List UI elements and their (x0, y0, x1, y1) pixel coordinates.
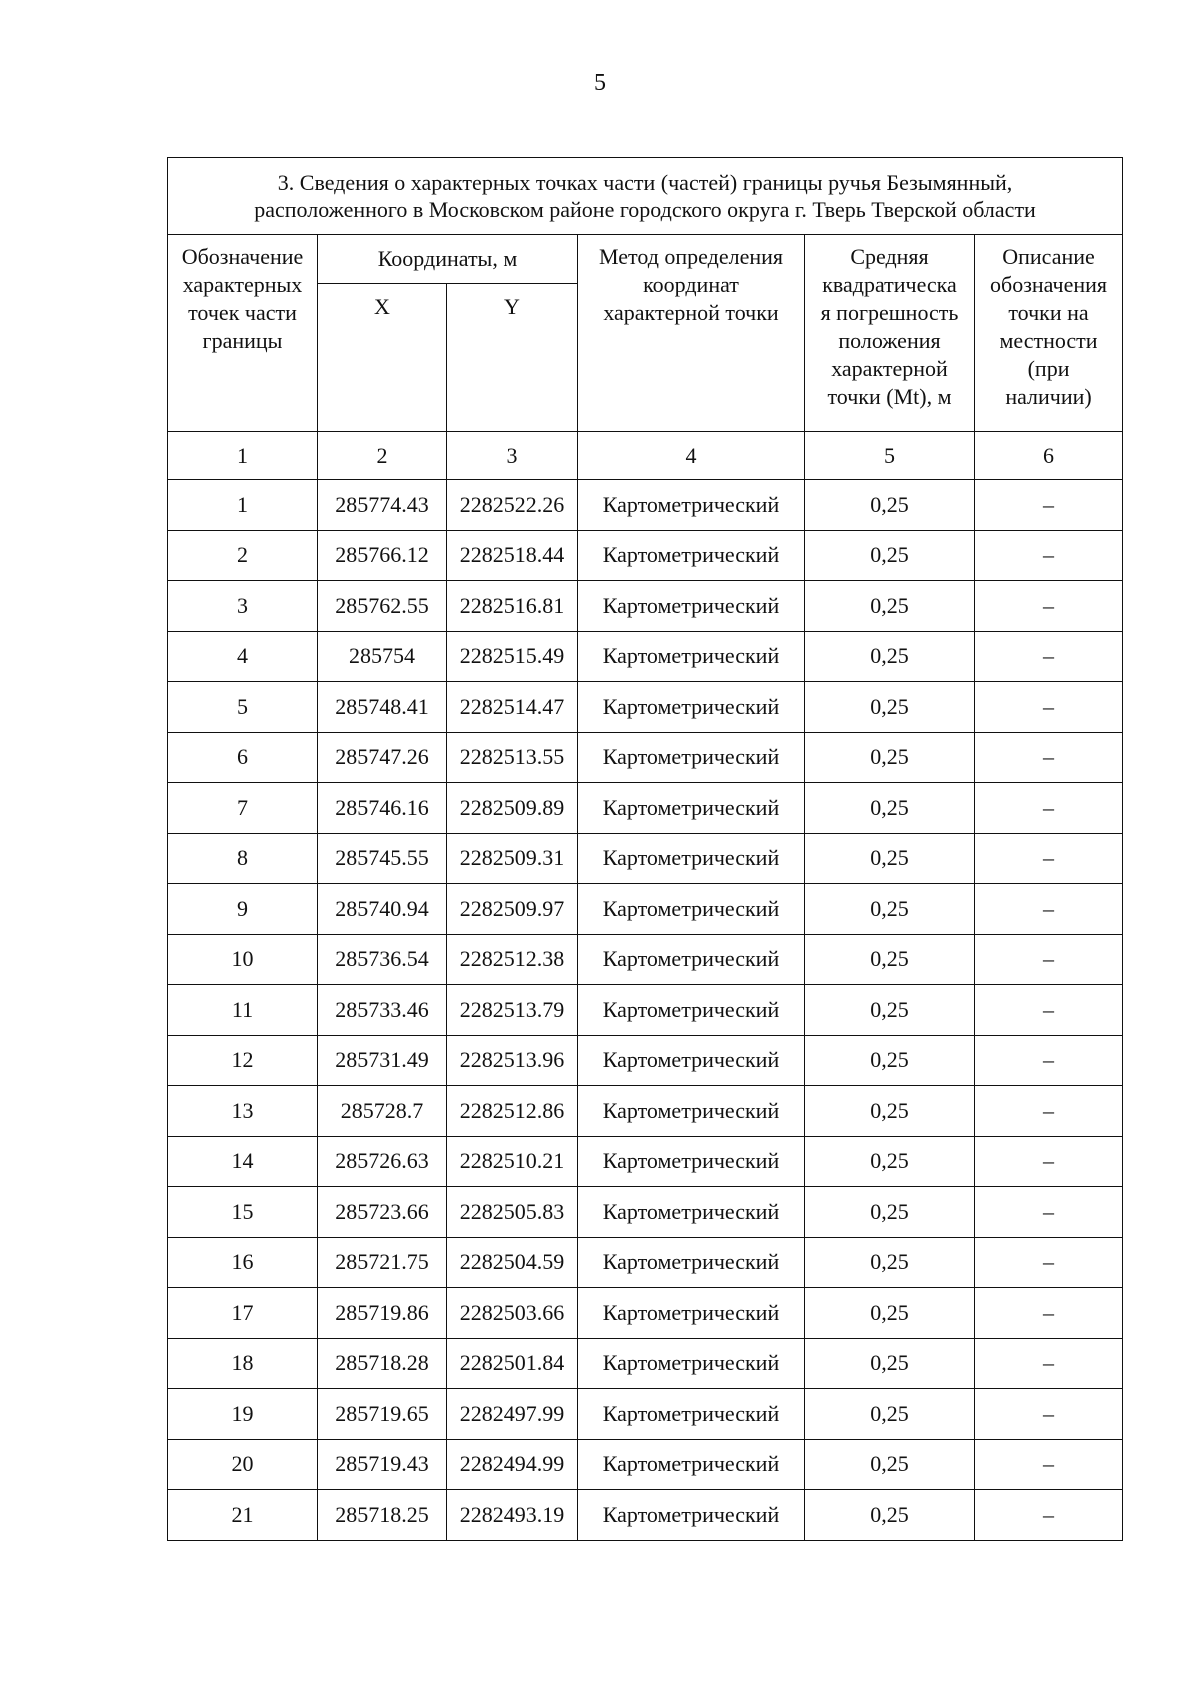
table-row (168, 833, 1123, 884)
column-number: 5 (805, 432, 975, 480)
column-number: 4 (578, 432, 805, 480)
x-coordinate-cell: 285731.49 (318, 1035, 447, 1086)
x-coordinate-cell: 285740.94 (318, 884, 447, 935)
column-number-row (168, 432, 1123, 480)
y-coordinate-cell: 2282509.89 (447, 783, 578, 834)
header-designation (168, 235, 318, 432)
error-cell: 0,25 (805, 1439, 975, 1490)
table-row (168, 1389, 1123, 1440)
y-coordinate-cell: 2282513.55 (447, 732, 578, 783)
table-body (168, 480, 1123, 1541)
header-designation-line: точек части (188, 300, 297, 325)
error-cell: 0,25 (805, 1136, 975, 1187)
error-cell: 0,25 (805, 1187, 975, 1238)
point-number-cell: 18 (168, 1338, 318, 1389)
description-cell: – (975, 530, 1123, 581)
y-coordinate-cell: 2282493.19 (447, 1490, 578, 1541)
table-row (168, 884, 1123, 935)
error-cell: 0,25 (805, 884, 975, 935)
table-row (168, 682, 1123, 733)
y-coordinate-cell: 2282514.47 (447, 682, 578, 733)
x-coordinate-cell: 285726.63 (318, 1136, 447, 1187)
method-cell: Картометрический (578, 1338, 805, 1389)
x-coordinate-cell: 285762.55 (318, 581, 447, 632)
x-coordinate-cell: 285774.43 (318, 480, 447, 531)
header-coordinates: Координаты, м (318, 235, 578, 284)
description-cell: – (975, 1086, 1123, 1137)
error-cell: 0,25 (805, 581, 975, 632)
header-description-line: (при (1027, 356, 1070, 381)
point-number-cell: 2 (168, 530, 318, 581)
description-cell: – (975, 1187, 1123, 1238)
header-error-line: квадратическа (822, 272, 957, 297)
header-row-main (168, 235, 1123, 284)
method-cell: Картометрический (578, 985, 805, 1036)
x-coordinate-cell: 285728.7 (318, 1086, 447, 1137)
y-coordinate-cell: 2282516.81 (447, 581, 578, 632)
table-title-line-1: 3. Сведения о характерных точках части (частей) границы ручья Безымянный, (277, 170, 1013, 195)
method-cell: Картометрический (578, 581, 805, 632)
y-coordinate-cell: 2282512.86 (447, 1086, 578, 1137)
x-coordinate-cell: 285718.28 (318, 1338, 447, 1389)
method-cell: Картометрический (578, 884, 805, 935)
header-designation-line: Обозначение (181, 244, 304, 269)
error-cell: 0,25 (805, 833, 975, 884)
y-coordinate-cell: 2282518.44 (447, 530, 578, 581)
header-designation-line: характерных (182, 272, 303, 297)
y-coordinate-cell: 2282513.79 (447, 985, 578, 1036)
error-cell: 0,25 (805, 1237, 975, 1288)
description-cell: – (975, 1389, 1123, 1440)
description-cell: – (975, 833, 1123, 884)
header-designation-line: границы (202, 328, 283, 353)
table-row (168, 1288, 1123, 1339)
description-cell: – (975, 1035, 1123, 1086)
table-row (168, 1490, 1123, 1541)
x-coordinate-cell: 285723.66 (318, 1187, 447, 1238)
header-method (578, 235, 805, 432)
description-cell: – (975, 732, 1123, 783)
header-x: X (318, 284, 447, 432)
header-y: Y (447, 284, 578, 432)
page-number: 5 (594, 70, 606, 96)
error-cell: 0,25 (805, 1086, 975, 1137)
column-number: 6 (975, 432, 1123, 480)
point-number-cell: 11 (168, 985, 318, 1036)
description-cell: – (975, 1490, 1123, 1541)
method-cell: Картометрический (578, 1086, 805, 1137)
description-cell: – (975, 985, 1123, 1036)
x-coordinate-cell: 285748.41 (318, 682, 447, 733)
description-cell: – (975, 1338, 1123, 1389)
table-row (168, 581, 1123, 632)
description-cell: – (975, 581, 1123, 632)
point-number-cell: 13 (168, 1086, 318, 1137)
column-number: 2 (318, 432, 447, 480)
header-error-line: Средняя (850, 244, 929, 269)
header-method-line: координат (643, 272, 739, 297)
error-cell: 0,25 (805, 1035, 975, 1086)
error-cell: 0,25 (805, 530, 975, 581)
x-coordinate-cell: 285719.86 (318, 1288, 447, 1339)
point-number-cell: 1 (168, 480, 318, 531)
error-cell: 0,25 (805, 1288, 975, 1339)
header-error-line: характерной (831, 356, 948, 381)
x-coordinate-cell: 285745.55 (318, 833, 447, 884)
point-number-cell: 14 (168, 1136, 318, 1187)
y-coordinate-cell: 2282522.26 (447, 480, 578, 531)
point-number-cell: 7 (168, 783, 318, 834)
header-description-line: наличии) (1005, 384, 1092, 409)
column-number: 1 (168, 432, 318, 480)
header-error (805, 235, 975, 432)
x-coordinate-cell: 285719.65 (318, 1389, 447, 1440)
error-cell: 0,25 (805, 1490, 975, 1541)
table-row (168, 934, 1123, 985)
y-coordinate-cell: 2282503.66 (447, 1288, 578, 1339)
description-cell: – (975, 1237, 1123, 1288)
description-cell: – (975, 480, 1123, 531)
table-row (168, 1237, 1123, 1288)
method-cell: Картометрический (578, 1237, 805, 1288)
method-cell: Картометрический (578, 783, 805, 834)
table-row (168, 1338, 1123, 1389)
point-number-cell: 17 (168, 1288, 318, 1339)
error-cell: 0,25 (805, 682, 975, 733)
error-cell: 0,25 (805, 934, 975, 985)
table-row (168, 631, 1123, 682)
table-title (168, 158, 1123, 235)
table-row (168, 732, 1123, 783)
point-number-cell: 12 (168, 1035, 318, 1086)
table-row (168, 1439, 1123, 1490)
header-description-line: местности (999, 328, 1098, 353)
x-coordinate-cell: 285746.16 (318, 783, 447, 834)
table-row (168, 1086, 1123, 1137)
method-cell: Картометрический (578, 732, 805, 783)
point-number-cell: 15 (168, 1187, 318, 1238)
x-coordinate-cell: 285736.54 (318, 934, 447, 985)
header-description-line: обозначения (990, 272, 1108, 297)
table-row (168, 530, 1123, 581)
table-row (168, 1136, 1123, 1187)
description-cell: – (975, 631, 1123, 682)
method-cell: Картометрический (578, 530, 805, 581)
method-cell: Картометрический (578, 1490, 805, 1541)
y-coordinate-cell: 2282509.97 (447, 884, 578, 935)
description-cell: – (975, 934, 1123, 985)
point-number-cell: 5 (168, 682, 318, 733)
point-number-cell: 4 (168, 631, 318, 682)
error-cell: 0,25 (805, 1389, 975, 1440)
header-method-line: Метод определения (598, 244, 784, 269)
method-cell: Картометрический (578, 1439, 805, 1490)
error-cell: 0,25 (805, 1338, 975, 1389)
x-coordinate-cell: 285719.43 (318, 1439, 447, 1490)
header-method-line: характерной точки (603, 300, 779, 325)
y-coordinate-cell: 2282494.99 (447, 1439, 578, 1490)
x-coordinate-cell: 285747.26 (318, 732, 447, 783)
header-description-line: точки на (1008, 300, 1089, 325)
table-title-row (168, 158, 1123, 235)
y-coordinate-cell: 2282513.96 (447, 1035, 578, 1086)
method-cell: Картометрический (578, 934, 805, 985)
x-coordinate-cell: 285766.12 (318, 530, 447, 581)
table-row (168, 985, 1123, 1036)
point-number-cell: 3 (168, 581, 318, 632)
error-cell: 0,25 (805, 732, 975, 783)
y-coordinate-cell: 2282512.38 (447, 934, 578, 985)
method-cell: Картометрический (578, 682, 805, 733)
header-description-line: Описание (1002, 244, 1095, 269)
method-cell: Картометрический (578, 1035, 805, 1086)
x-coordinate-cell: 285718.25 (318, 1490, 447, 1541)
method-cell: Картометрический (578, 631, 805, 682)
method-cell: Картометрический (578, 833, 805, 884)
description-cell: – (975, 1288, 1123, 1339)
error-cell: 0,25 (805, 985, 975, 1036)
description-cell: – (975, 682, 1123, 733)
description-cell: – (975, 1439, 1123, 1490)
point-number-cell: 8 (168, 833, 318, 884)
header-description (975, 235, 1123, 432)
point-number-cell: 6 (168, 732, 318, 783)
description-cell: – (975, 1136, 1123, 1187)
table-row (168, 1187, 1123, 1238)
description-cell: – (975, 783, 1123, 834)
y-coordinate-cell: 2282509.31 (447, 833, 578, 884)
coordinates-table (167, 157, 1123, 1541)
y-coordinate-cell: 2282501.84 (447, 1338, 578, 1389)
column-number: 3 (447, 432, 578, 480)
method-cell: Картометрический (578, 1187, 805, 1238)
x-coordinate-cell: 285754 (318, 631, 447, 682)
error-cell: 0,25 (805, 631, 975, 682)
table-row (168, 783, 1123, 834)
point-number-cell: 9 (168, 884, 318, 935)
table-title-line-2: расположенного в Московском районе городского округа г. Тверь Тверской области (254, 197, 1036, 222)
point-number-cell: 10 (168, 934, 318, 985)
header-error-line: положения (838, 328, 941, 353)
method-cell: Картометрический (578, 1288, 805, 1339)
y-coordinate-cell: 2282504.59 (447, 1237, 578, 1288)
point-number-cell: 21 (168, 1490, 318, 1541)
method-cell: Картометрический (578, 1136, 805, 1187)
method-cell: Картометрический (578, 1389, 805, 1440)
y-coordinate-cell: 2282510.21 (447, 1136, 578, 1187)
description-cell: – (975, 884, 1123, 935)
table-row (168, 1035, 1123, 1086)
point-number-cell: 19 (168, 1389, 318, 1440)
error-cell: 0,25 (805, 783, 975, 834)
header-error-line: я погрешность (820, 300, 959, 325)
y-coordinate-cell: 2282505.83 (447, 1187, 578, 1238)
header-error-line: точки (Mt), м (827, 384, 952, 409)
error-cell: 0,25 (805, 480, 975, 531)
point-number-cell: 20 (168, 1439, 318, 1490)
x-coordinate-cell: 285721.75 (318, 1237, 447, 1288)
y-coordinate-cell: 2282515.49 (447, 631, 578, 682)
point-number-cell: 16 (168, 1237, 318, 1288)
y-coordinate-cell: 2282497.99 (447, 1389, 578, 1440)
method-cell: Картометрический (578, 480, 805, 531)
x-coordinate-cell: 285733.46 (318, 985, 447, 1036)
table-row (168, 480, 1123, 531)
